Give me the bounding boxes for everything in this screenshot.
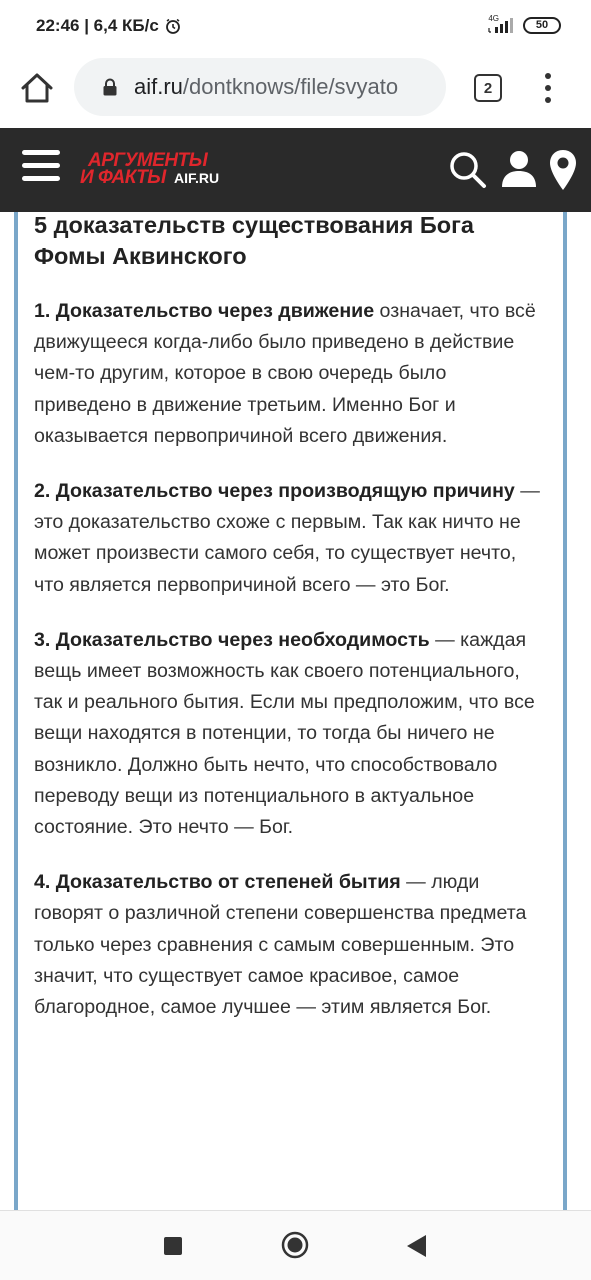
url-text	[134, 74, 398, 100]
logo-suffix: AIF.RU	[174, 170, 220, 186]
article-box	[14, 212, 567, 1210]
logo-line1: АРГУМЕНТЫ	[88, 150, 208, 171]
recent-apps-button[interactable]	[164, 1237, 182, 1255]
paragraph-3-heading: 3. Доказательство через необходимость	[34, 628, 430, 651]
paragraph-3-text: — каждая вещь имеет возможность как своего потенциального, так и реального бытия. Если мы предположим, что все вещи находятся в потенции, то тогда бы ничего не возникло. Должно быть нечто, что способствовало переводу вещи из потенциального в актуальное состояние. Это нечто — Бог.	[34, 628, 535, 839]
paragraph-1-text: означает, что всё движущееся когда-либо было приведено в действие чем-то другим, которое в свою очередь было приведено в движение третьим. Именно Бог и оказывается первопричиной всего движения.	[34, 300, 536, 447]
lock-icon	[102, 78, 118, 96]
logo-line2: И ФАКТЫ	[80, 167, 166, 188]
status-time-speed: 22:46 | 6,4 КБ/с	[36, 16, 159, 35]
system-nav-bar	[0, 1210, 591, 1280]
signal-icon	[487, 16, 515, 34]
location-pin-icon[interactable]	[548, 148, 578, 192]
url-path: /dontknows/file/svyato	[182, 74, 399, 99]
hamburger-menu-icon[interactable]	[22, 150, 60, 186]
alarm-clock-icon	[165, 18, 181, 34]
tab-switcher-button[interactable]: 2	[474, 74, 502, 102]
paragraph-2-text: — это доказательство схоже с первым. Так как ничто не может произвести самого себя, то существует нечто, что является первопричиной всего — это Бог.	[34, 480, 540, 596]
more-vert-icon[interactable]	[538, 70, 558, 106]
search-icon[interactable]	[448, 150, 488, 190]
paragraph-1	[34, 296, 547, 452]
site-header	[0, 128, 591, 212]
status-left	[36, 16, 181, 36]
paragraph-4-heading: 4. Доказательство от степеней бытия	[34, 871, 401, 894]
home-icon[interactable]	[18, 69, 56, 107]
network-type-label: 4G	[488, 14, 499, 23]
article-title: 5 доказательств существования Бога Фомы Аквинского	[34, 212, 474, 269]
paragraph-3	[34, 625, 547, 843]
paragraph-4-text: — люди говорят о различной степени совершенства предмета только через сравнения с самым совершенным. Это значит, что существует самое красивое, самое благородное, самое лучшее — этим является Бог.	[34, 871, 527, 1019]
paragraph-4	[34, 867, 547, 1023]
paragraph-2-heading: 2. Доказательство через производящую причину	[34, 480, 515, 503]
user-icon[interactable]	[500, 149, 538, 189]
url-bar[interactable]	[74, 58, 446, 116]
url-domain: aif.ru	[134, 74, 183, 99]
status-bar	[0, 0, 591, 56]
nav-back-button[interactable]	[404, 1233, 428, 1259]
site-logo[interactable]	[80, 150, 230, 190]
paragraph-1-heading: 1. Доказательство через движение	[34, 300, 375, 322]
nav-home-button[interactable]	[281, 1231, 309, 1259]
status-right	[487, 16, 561, 34]
paragraph-2	[34, 476, 547, 601]
battery-indicator: 50	[523, 17, 561, 34]
browser-toolbar	[0, 56, 591, 128]
